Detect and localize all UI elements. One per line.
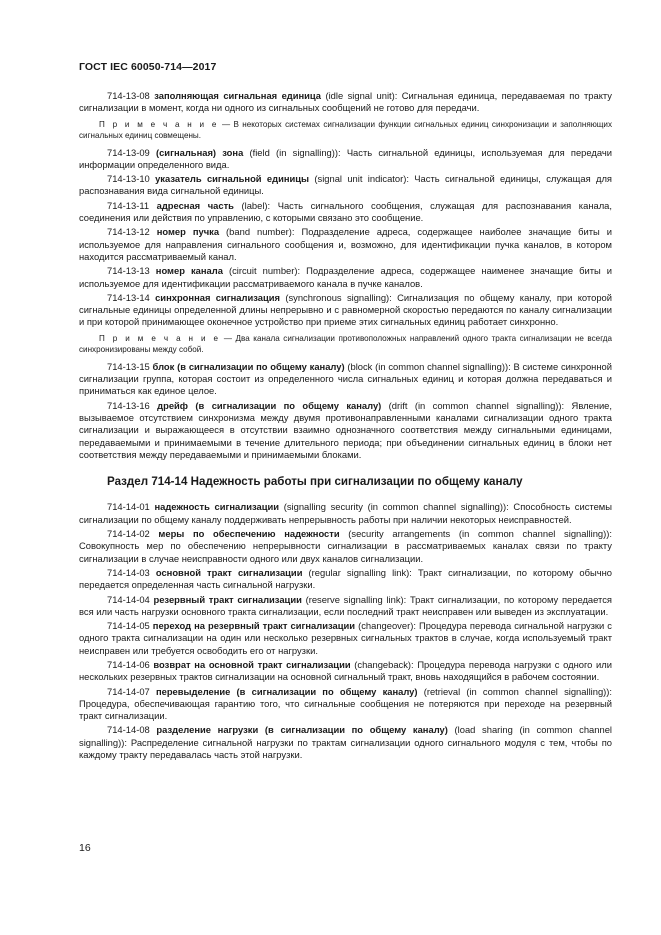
- term-entry: [79, 567, 612, 592]
- note: [79, 119, 612, 141]
- term-entry: [79, 200, 612, 225]
- term-entry: [79, 292, 612, 329]
- term-entry: [79, 400, 612, 461]
- term-number: 714-13-11: [107, 199, 150, 211]
- term-number: 714-14-01: [107, 501, 150, 513]
- term-number: 714-13-16: [107, 399, 150, 411]
- term-number: 714-14-06: [107, 658, 150, 670]
- term-number: 714-14-07: [107, 685, 150, 697]
- term-number: 714-14-02: [107, 528, 150, 540]
- term-number: 714-13-08: [107, 90, 150, 101]
- term-definition: (signal unit indicator): Часть сигнальной единицы, служащая для распознавания вида сигнальной единицы.: [79, 173, 612, 197]
- section-heading: Раздел 714-14 Надежность работы при сигнализации по общему каналу: [107, 475, 523, 489]
- note-label: П р и м е ч а н и е: [99, 119, 219, 129]
- term-entry: [79, 501, 612, 526]
- term-definition: (load sharing (in common channel signalling)): Распределение сигнальной нагрузки по трактам сигнализации одного сигнального модуля с тем, чтобы по каждому тракту передавалась часть этой нагрузки.: [79, 724, 612, 761]
- term-definition: (field (in signalling)): Часть сигнальной единицы, используемая для передачи информации определенного вида.: [79, 146, 612, 170]
- page-content: [79, 90, 612, 763]
- term-definition: (changeback): Процедура перевода нагрузки с одного или нескольких резервных трактов сигнализации на основной сигнальный тракт, вновь находящийся в рабочем состоянии.: [79, 658, 613, 683]
- term-name: (сигнальная) зона: [155, 146, 244, 158]
- term-name: адресная часть: [156, 199, 234, 211]
- term-entry: [79, 361, 612, 398]
- term-definition: (security arrangements (in common channel signalling)): Совокупность мер по обеспечению непрерывности сигнализации в рассматриваемых каналах связи по тракту сигнализации в случае неисправности одного или двух каналов сигнализации.: [79, 528, 612, 564]
- term-number: 714-14-04: [107, 593, 150, 605]
- term-definition: (retrieval (in common channel signalling)): Процедура, обеспечивающая гарантию того, что сигнальные сообщения не потеряются при переходе на резервный тракт сигнализации.: [79, 685, 613, 722]
- note-text: — В некоторых системах сигнализации функции сигнальных единиц синхронизации и заполняющих сигнальных единиц совмещены.: [79, 119, 612, 140]
- term-definition: (changeover): Процедура перевода сигнальной нагрузки с одного тракта сигнализации на один или несколько резервных сигнальных трактов в случае, когда используемый тракт неисправен или требуется освободить его от нагрузки.: [79, 620, 612, 656]
- term-definition: (band number): Подразделение адреса, содержащее наиболее значащие биты и используемое для направления сигнального сообщения и, возможно, для идентификации пучка каналов, в котором находится рассматриваемый канал.: [79, 226, 612, 262]
- term-name: надежность сигнализации: [154, 501, 280, 513]
- note-label: П р и м е ч а н и е: [99, 333, 221, 343]
- term-name: указатель сигнальной единицы: [155, 173, 310, 185]
- term-number: 714-13-12: [107, 226, 150, 238]
- terms-group: [79, 501, 612, 761]
- term-name: дрейф (в сигнализации по общему каналу): [157, 399, 382, 411]
- terms-group: [79, 90, 612, 115]
- term-entry: [79, 724, 612, 761]
- term-entry: [79, 265, 612, 290]
- term-name: номер пучка: [156, 226, 220, 238]
- term-name: основной тракт сигнализации: [155, 566, 303, 578]
- term-name: синхронная сигнализация: [155, 291, 280, 303]
- term-number: 714-13-09: [107, 146, 150, 158]
- term-entry: [79, 686, 612, 723]
- term-definition: (idle signal unit): Сигнальная единица, передаваемая по тракту сигнализации в момент, когда ни одного из сигнальных сообщений не готово для передачи.: [79, 90, 612, 114]
- term-name: перевыделение (в сигнализации по общему каналу): [155, 685, 418, 697]
- term-name: возврат на основной тракт сигнализации: [153, 658, 351, 670]
- terms-group: [79, 147, 612, 329]
- term-entry: [79, 528, 612, 565]
- note: [79, 333, 612, 355]
- term-number: 714-13-13: [107, 265, 150, 277]
- term-name: резервный тракт сигнализации: [153, 593, 302, 605]
- terms-group: [79, 361, 612, 461]
- term-name: разделение нагрузки (в сигнализации по общему каналу): [156, 724, 448, 736]
- term-entry: [79, 659, 612, 684]
- note-text: — Два канала сигнализации противоположных направлений одного тракта сигнализации не всегда синхронизированы между собой.: [79, 333, 613, 354]
- term-name: номер канала: [155, 265, 223, 277]
- term-definition: (signalling security (in common channel signalling)): Способность системы сигнализации по общему каналу поддерживать непрерывность работы при наличии некоторых неисправностей.: [79, 501, 612, 525]
- term-name: заполняющая сигнальная единица: [154, 90, 322, 101]
- term-definition: (regular signalling link): Тракт сигнализации, по которому обычно передается определенная часть сигнальной нагрузки.: [79, 566, 613, 591]
- term-number: 714-13-15: [107, 360, 150, 372]
- term-entry: [79, 173, 612, 198]
- term-entry: [79, 620, 612, 657]
- page-header: ГОСТ IEC 60050-714—2017: [79, 61, 217, 73]
- term-definition: (drift (in common channel signalling)): Явление, вызываемое отсутствием синхронизма между двумя противонаправленными каналами сигнализации одного тракта сигнализации и выражающееся в отсутствии взаимно однозначного соответствия между сигнальными единицами, передаваемыми и принимаемыми в течение длительного периода; при объединении сигнальных единиц в блоки нет соответствия между передаваемыми и принимаемыми блоками.: [79, 399, 612, 460]
- term-number: 714-13-10: [107, 173, 150, 185]
- term-definition: (circuit number): Подразделение адреса, содержащее наименее значащие биты и используемое для идентификации рассматриваемого канала в пучке каналов.: [79, 265, 613, 289]
- term-entry: [79, 90, 612, 115]
- term-entry: [79, 147, 612, 172]
- term-definition: (synchronous signalling): Сигнализация по общему каналу, при которой сигнальные единицы определенной длины непрерывно и с равномерной скоростью передаются по каналу сигнализации и при которой принимающее оконечное устройство при приеме этих сигнальных единиц работает синхронно.: [79, 291, 612, 328]
- term-number: 714-14-03: [107, 566, 150, 578]
- term-definition: (block (in common channel signalling)): В системе синхронной сигнализации группа, которая состоит из определенного числа сигнальных единиц и которая должна передаваться и приниматься как единое целое.: [79, 360, 612, 397]
- term-number: 714-14-05: [107, 620, 150, 632]
- term-definition: (reserve signalling link): Тракт сигнализации, по которому передается вся или часть нагрузки основного тракта сигнализации, если последний тракт неисправен или выведен из эксплуатации.: [79, 593, 613, 617]
- term-entry: [79, 226, 612, 263]
- term-number: 714-13-14: [107, 291, 150, 303]
- term-definition: (label): Часть сигнального сообщения, служащая для распознавания канала, соединения или действия по управлению, с которыми связано это сообщение.: [79, 199, 613, 224]
- page-number: 16: [79, 842, 91, 854]
- term-name: переход на резервный тракт сигнализации: [152, 620, 356, 632]
- term-number: 714-14-08: [107, 724, 150, 736]
- term-name: меры по обеспечению надежности: [158, 528, 340, 540]
- term-name: блок (в сигнализации по общему каналу): [152, 360, 345, 372]
- term-entry: [79, 594, 612, 619]
